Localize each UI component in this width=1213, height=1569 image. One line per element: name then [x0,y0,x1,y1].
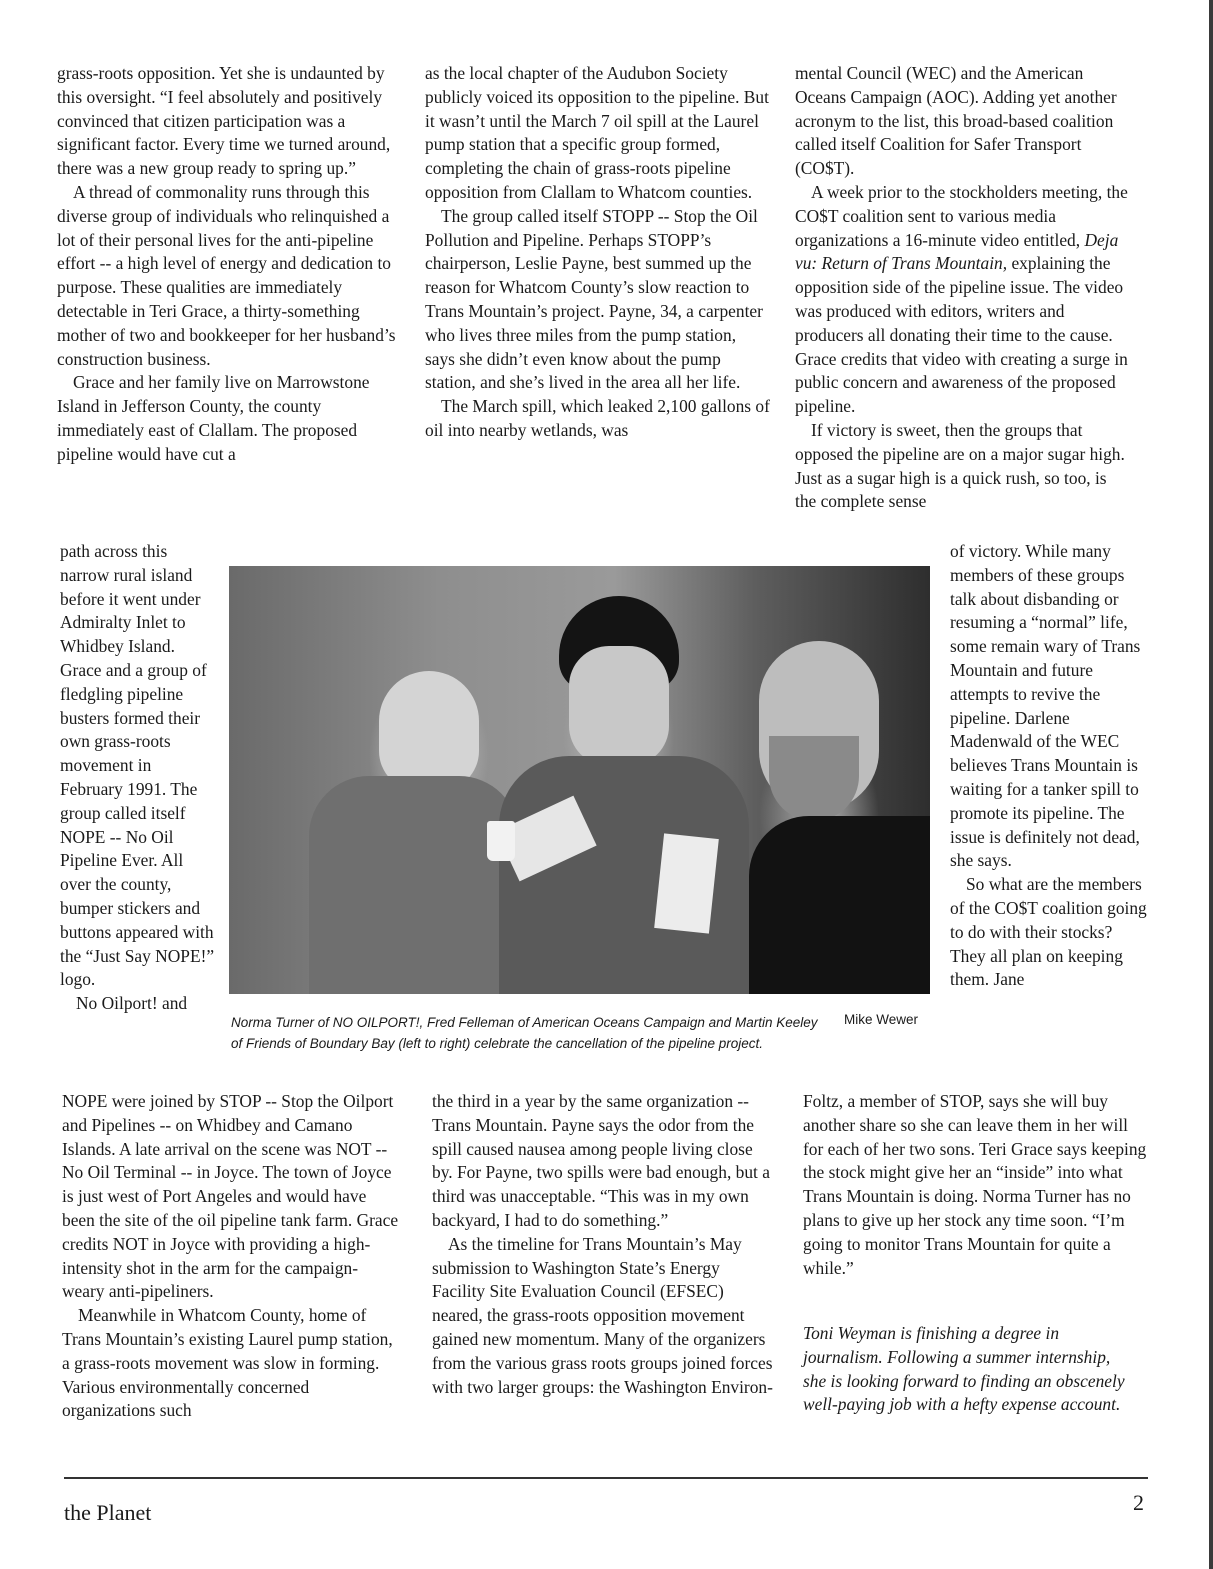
person-left [379,671,479,791]
page-edge [1209,0,1213,1569]
column-3-top [795,62,1130,514]
video-title: Deja vu: Return of Trans Mountain, [795,229,1119,274]
person-left-body [309,776,519,994]
paragraph: grass-roots opposition. Yet she is undaunted by this oversight. “I feel absolutely and positively convinced that citizen participation was a significant factor. Every time we turned around, there was a new group ready to spring up.” [57,63,391,179]
author-bio [803,1322,1128,1417]
photo-credit: Mike Wewer [844,1012,919,1027]
footer-rule [64,1477,1148,1479]
paper-cup [487,821,515,861]
column-3-bottom [803,1090,1148,1280]
paragraph: NOPE were joined by STOP -- Stop the Oilport and Pipelines -- on Whidbey and Camano Islands. A late arrival on the scene was NOT -- No Oil Terminal -- in Joyce. The town of Joyce is just west of Port Angeles and would have been the site of the oil pipeline tank farm. Grace credits NOT in Joyce with providing a high-intensity shot in the arm for the campaign-weary anti-pipeliners. [62,1091,399,1302]
person-right-body [749,816,930,994]
paragraph: path across this narrow rural island before it went under Admiralty Inlet to Whidbey Island. Grace and a group of fledgling pipeline busters formed their own grass-roots movement in February 1991. The group called itself NOPE -- No Oil Pipeline Ever. All over the county, bumper stickers and buttons appeared with the “Just Say NOPE!” logo. [60,541,215,990]
column-1-bottom [62,1090,400,1423]
paragraph: the third in a year by the same organization -- Trans Mountain. Payne says the odor from the spill caused nausea among people living close by. For Payne, two spills were bad enough, but a third was unacceptable. “This was in my own backyard, I had to do something.” [432,1091,770,1230]
paragraph: Foltz, a member of STOP, says she will buy another share so she can leave them in her will for each of her two sons. Teri Grace says keeping the stock might give her an “inside” into what Trans Mountain is doing. Norma Turner has no plans to give up her stock any time soon. “I’m going to monitor Trans Mountain for quite a while.” [803,1091,1147,1278]
paragraph: The group called itself STOPP -- Stop the Oil Pollution and Pipeline. Perhaps STOPP’s chairperson, Leslie Payne, best summed up the reason for Whatcom County’s slow reaction to Trans Mountain’s project. Payne, 34, a carpenter who lives three miles from the pump station, says she didn’t even know about the pump station, and she’s lived in the area all her life. [425,205,763,393]
paragraph: Grace and her family live on Marrowstone Island in Jefferson County, the county immediately east of Clallam. The proposed pipeline would have cut a [57,372,370,464]
paper-sheet [654,833,719,933]
person-right-beard [769,736,859,821]
paragraph: If victory is sweet, then the groups that opposed the pipeline are on a major sugar high. Just as a sugar high is a quick rush, so too, is the complete sense [795,419,1125,512]
person-middle [569,646,669,766]
paragraph: No Oilport! and [76,993,188,1014]
paragraph: A thread of commonality runs through this diverse group of individuals who relinquished a lot of their personal lives for the anti-pipeline effort -- a high level of energy and dedication to purpose. These qualities are immediately detectable in Teri Grace, a thirty-something mother of two and bookkeeper for her husband’s construction business. [57,181,396,369]
bio-text: Toni Weyman is finishing a degree in journalism. Following a summer internship, she is looking forward to finding an obscenely well-paying job with a hefty expense account. [803,1323,1125,1415]
paragraph [795,181,1130,419]
paragraph: mental Council (WEC) and the American Oceans Campaign (AOC). Adding yet another acronym to the list, this broad-based coalition called itself Coalition for Safer Transport (CO$T). [795,63,1117,179]
publication-name: the Planet [64,1500,152,1525]
column-1-top [57,62,397,467]
column-1-wrap [60,540,218,1016]
photo [229,566,930,994]
column-3-wrap [950,540,1150,992]
paragraph: So what are the members of the CO$T coalition going to do with their stocks? They all plan on keeping them. Jane [950,874,1147,990]
photo-caption: Norma Turner of NO OILPORT!, Fred Felleman of American Oceans Campaign and Martin Keeley of Friends of Boundary Bay (left to right) celebrate the cancellation of the pipeline project. [231,1015,818,1051]
paragraph: As the timeline for Trans Mountain’s May submission to Washington State’s Energy Facility Site Evaluation Council (EFSEC) neared, the grass-roots opposition movement gained new momentum. Many of the organizers from the various grass roots groups joined forces with two larger groups: the Washington Environ- [432,1233,773,1397]
paragraph: Meanwhile in Whatcom County, home of Trans Mountain’s existing Laurel pump station, a grass-roots movement was slow in forming. Various environmentally concerned organizations such [62,1305,393,1421]
column-2-top [425,62,770,443]
paragraph: as the local chapter of the Audubon Society publicly voiced its opposition to the pipeline. But it wasn’t until the March 7 oil spill at the Laurel pump station that a specific group formed, completing the chain of grass-roots pipeline opposition from Clallam to Whatcom counties. [425,63,769,202]
column-2-bottom [432,1090,777,1399]
text-run: A week prior to the stockholders meeting, the CO$T coalition sent to various media organizations a 16-minute video entitled, [795,181,1128,250]
paragraph: The March spill, which leaked 2,100 gallons of oil into nearby wetlands, was [425,396,770,440]
paragraph: of victory. While many members of these groups talk about disbanding or resuming a “normal” life, some remain wary of Trans Mountain and future attempts to revive the pipeline. Darlene Madenwald of the WEC believes Trans Mountain is waiting for a tanker spill to promote its pipeline. The issue is definitely not dead, she says. [950,541,1141,871]
text-run: explaining the opposition side of the pipeline issue. The video was produced with editors, writers and producers all donating their time to the cause. Grace credits that video with creating a surge in public concern and awareness of the proposed pipeline. [795,253,1128,417]
page-number: 2 [1133,1490,1144,1515]
